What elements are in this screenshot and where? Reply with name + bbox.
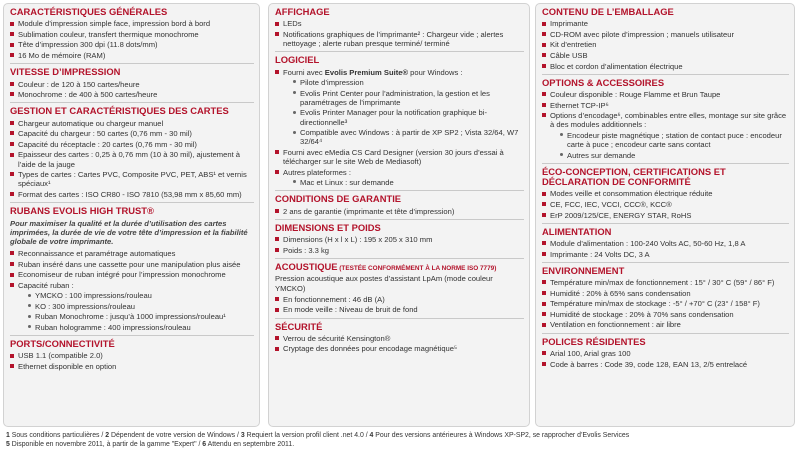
section-gestion: [4, 103, 259, 203]
list-item: 16 Mo de mémoire (RAM): [10, 51, 254, 60]
specs-column-1: [3, 3, 260, 427]
sub-list: [283, 78, 524, 147]
list-item: CD-ROM avec pilote d’impression ; manuels utilisateur: [542, 30, 789, 39]
bullet-list: [542, 189, 789, 219]
footnote-text: Disponible en novembre 2011, à partir de la gamme "Expert" /: [9, 440, 203, 448]
specs-column-2: [268, 3, 530, 427]
footnote-line: [6, 441, 796, 450]
list-item: Capacité du réceptacle : 20 cartes (0,76 mm - 30 mil): [10, 140, 254, 149]
bullet-list: [275, 68, 524, 187]
sub-list-item: Ruban Monochrome : jusqu’à 1000 impressions/rouleau¹: [18, 312, 254, 321]
section-title: ENVIRONNEMENT: [542, 264, 625, 276]
footnote-number: 1: [6, 432, 10, 439]
list-item: Sublimation couleur, transfert thermique monochrome: [10, 30, 254, 39]
section-acoustique: [269, 259, 529, 319]
list-item: Ethernet disponible en option: [10, 362, 254, 371]
list-item: Fourni avec eMedia CS Card Designer (version 30 jours d’essai à télécharger sur le site Web de Mediasoft): [275, 148, 524, 167]
bullet-list: [542, 349, 789, 369]
section-eco: [536, 164, 794, 224]
bullet-list: [542, 278, 789, 329]
list-item: Module d’impression simple face, impression bord à bord: [10, 19, 254, 28]
list-item: Température min/max de stockage : -5° / +70° C (23° / 158° F): [542, 299, 789, 308]
footnote-number: 6: [202, 440, 207, 448]
section-subtitle: (TESTÉE CONFORMÉMENT À LA NORME ISO 7779): [337, 264, 497, 272]
list-item: Câble USB: [542, 51, 789, 60]
bullet-list: [542, 239, 789, 259]
sub-list-item: KO : 300 impressions/rouleau: [18, 302, 254, 311]
section-polices: [536, 334, 794, 369]
list-item: Modes veille et consommation électrique réduite: [542, 189, 789, 198]
bullet-list: [10, 351, 254, 371]
sub-list-item: YMCKO : 100 impressions/rouleau: [18, 291, 254, 300]
section-title-text: ACOUSTIQUE: [275, 260, 338, 272]
list-item: Code à barres : Code 39, code 128, EAN 13, 2/5 entrelacé: [542, 360, 789, 369]
list-item: Notifications graphiques de l’imprimante² : Chargeur vide ; alertes nettoyage ; alerte ruban presque terminé/ terminé: [275, 30, 524, 49]
section-title: SÉCURITÉ: [275, 320, 323, 332]
sub-list: [550, 131, 789, 160]
footnote-number: 2: [105, 432, 110, 439]
section-title: ALIMENTATION: [542, 225, 612, 237]
sub-list-item: Evolis Print Center pour l’administration, la gestion et les paramétrages de l’imprimante: [283, 89, 524, 108]
bullet-list: [275, 334, 524, 354]
list-item-text: pour Windows :: [408, 67, 463, 77]
section-title: CONDITIONS DE GARANTIE: [275, 193, 402, 205]
list-item: Verrou de sécurité Kensington®: [275, 334, 524, 343]
bullet-list: [10, 80, 254, 100]
list-item: CE, FCC, IEC, VCCI, CCC®, KCC®: [542, 200, 789, 209]
bullet-list: [275, 295, 524, 315]
specs-column-3: [535, 3, 795, 427]
section-dimensions: [269, 220, 529, 259]
section-options: [536, 75, 794, 164]
section-affichage: [269, 4, 529, 52]
list-item: Dimensions (H x l x L) : 195 x 205 x 310 mm: [275, 235, 524, 244]
bullet-list: [10, 119, 254, 199]
section-environnement: [536, 263, 794, 334]
list-item: 2 ans de garantie (imprimante et tête d’impression): [275, 207, 524, 216]
sub-list-item: Encodeur piste magnétique ; station de contact puce : encodeur carte à puce ; encodeur carte sans contact: [550, 131, 789, 150]
list-item: Format des cartes : ISO CR80 - ISO 7810 (53,98 mm x 85,60 mm): [10, 190, 254, 199]
section-rubans: [4, 203, 259, 336]
sub-list-item: Ruban hologramme : 400 impressions/rouleau: [18, 323, 254, 332]
footnote-number: 5: [6, 440, 10, 448]
list-item: Ruban inséré dans une cassette pour une manipulation plus aisée: [10, 260, 254, 269]
footnote-text: Pour des versions antérieures à Windows XP-SP2, se rapprocher d’Evolis Services: [373, 432, 630, 439]
section-title: RUBANS EVOLIS HIGH TRUST®: [10, 205, 154, 217]
section-title: DIMENSIONS ET POIDS: [275, 221, 381, 233]
list-item: Reconnaissance et paramétrage automatiques: [10, 249, 254, 258]
section-garantie: [269, 191, 529, 220]
list-item: Humidité : 20% à 65% sans condensation: [542, 289, 789, 298]
list-item: [542, 111, 789, 160]
brand-name: Evolis Premium Suite®: [324, 67, 409, 77]
list-item: Tête d’impression 300 dpi (11.8 dots/mm): [10, 40, 254, 49]
section-ports: [4, 336, 259, 371]
list-item: Humidité de stockage : 20% à 70% sans condensation: [542, 310, 789, 319]
footnote-line: [6, 432, 796, 441]
sub-list: [283, 178, 524, 187]
list-item: Ventilation en fonctionnement : air libre: [542, 320, 789, 329]
bullet-list: [275, 207, 524, 216]
footnote-number: 4: [369, 432, 374, 439]
section-logiciel: [269, 52, 529, 191]
section-contenu: [536, 4, 794, 75]
bullet-list: [542, 19, 789, 70]
bullet-list: [542, 90, 789, 160]
section-intro: Pour maximiser la qualité et la durée d’utilisation des cartes imprimées, la durée de vie de votre tête d’impression et la fiabilité globale de votre imprimante.: [10, 218, 248, 247]
list-item: Types de cartes : Cartes PVC, Composite PVC, PET, ABS¹ et vernis spéciaux¹: [10, 170, 254, 189]
section-intro: Pression acoustique aux postes d’assistant LpAm (mode couleur YMCKO): [275, 274, 493, 293]
sub-list-item: Evolis Printer Manager pour la notification graphique bi-directionnelle³: [283, 108, 524, 127]
list-item: Bloc et cordon d’alimentation électrique: [542, 62, 789, 71]
bullet-list: [275, 235, 524, 255]
bullet-list: [275, 19, 524, 48]
footnote-text: Dépendent de votre version de Windows /: [109, 432, 241, 439]
section-title: CARACTÉRISTIQUES GÉNÉRALES: [10, 6, 168, 17]
sub-list-item: Mac et Linux : sur demande: [283, 178, 524, 187]
section-securite: [269, 319, 529, 354]
footnote-text: Requiert la version profil client .net 4.0 /: [244, 432, 370, 439]
sub-list: [18, 291, 254, 332]
list-item: Imprimante: [542, 19, 789, 28]
list-item: Ethernet TCP-IP⁶: [542, 101, 789, 110]
list-item: [10, 281, 254, 332]
section-title: LOGICIEL: [275, 54, 320, 66]
list-item: [275, 168, 524, 188]
sub-list-item: Autres sur demande: [550, 151, 789, 160]
section-vitesse: [4, 64, 259, 103]
list-item: Economiseur de ruban intégré pour l’impression monochrome: [10, 270, 254, 279]
list-item: Température min/max de fonctionnement : 15° / 30° C (59° / 86° F): [542, 278, 789, 287]
section-title: POLICES RÉSIDENTES: [542, 335, 646, 347]
list-item: Poids : 3.3 kg: [275, 246, 524, 255]
footnotes: [6, 432, 796, 450]
list-item: Arial 100, Arial gras 100: [542, 349, 789, 358]
list-item: Chargeur automatique ou chargeur manuel: [10, 119, 254, 128]
list-item: Imprimante : 24 Volts DC, 3 A: [542, 250, 789, 259]
list-item: Monochrome : de 400 à 500 cartes/heure: [10, 90, 254, 99]
section-title: GESTION ET CARACTÉRISTIQUES DES CARTES: [10, 105, 229, 117]
list-item: Capacité du chargeur : 50 cartes (0,76 mm - 30 mil): [10, 129, 254, 138]
list-item-text: Fourni avec: [283, 67, 325, 77]
list-item: USB 1.1 (compatible 2.0): [10, 351, 254, 360]
sub-list-item: Pilote d’impression: [283, 78, 524, 87]
footnote-text: Attendu en septembre 2011.: [206, 440, 295, 448]
bullet-list: [10, 19, 254, 60]
section-title: AFFICHAGE: [275, 6, 330, 17]
section-title: VITESSE D’IMPRESSION: [10, 66, 121, 78]
list-item: En mode veille : Niveau de bruit de fond: [275, 305, 524, 314]
list-item: Epaisseur des cartes : 0,25 à 0,76 mm (10 à 30 mil), ajustement à l’aide de la jauge: [10, 150, 254, 169]
section-alimentation: [536, 224, 794, 263]
bullet-list: [10, 249, 254, 332]
list-item-label: Options d’encodage⁶, combinables entre elles, montage sur site grâce à des modules additionnels :: [550, 111, 787, 130]
list-item: Kit d’entretien: [542, 40, 789, 49]
list-item: ErP 2009/125/CE, ENERGY STAR, RoHS: [542, 211, 789, 220]
list-item: Module d’alimentation : 100-240 Volts AC, 50-60 Hz, 1,8 A: [542, 239, 789, 248]
list-item: [275, 68, 524, 147]
section-title: CONTENU DE L’EMBALLAGE: [542, 6, 674, 17]
list-item-label: Capacité ruban :: [18, 280, 74, 290]
list-item: Couleur : de 120 à 150 cartes/heure: [10, 80, 254, 89]
section-caracteristiques: [4, 4, 259, 64]
list-item-label: Autres plateformes :: [283, 167, 351, 177]
section-title: ÉCO-CONCEPTION, CERTIFICATIONS ET DÉCLARATION DE CONFORMITÉ: [542, 165, 726, 188]
footnote-number: 3: [240, 432, 245, 439]
list-item: Cryptage des données pour encodage magnétique⁵: [275, 344, 524, 353]
list-item: Couleur disponible : Rouge Flamme et Brun Taupe: [542, 90, 789, 99]
footnote-text: Sous conditions particulières /: [9, 432, 106, 439]
list-item: LEDs: [275, 19, 524, 28]
section-title: [275, 262, 524, 272]
list-item: En fonctionnement : 46 dB (A): [275, 295, 524, 304]
section-title: PORTS/CONNECTIVITÉ: [10, 338, 115, 350]
sub-list-item: Compatible avec Windows : à partir de XP SP2 ; Vista 32/64, W7 32/64⁴: [283, 128, 524, 147]
section-title: OPTIONS & ACCESSOIRES: [542, 76, 665, 88]
